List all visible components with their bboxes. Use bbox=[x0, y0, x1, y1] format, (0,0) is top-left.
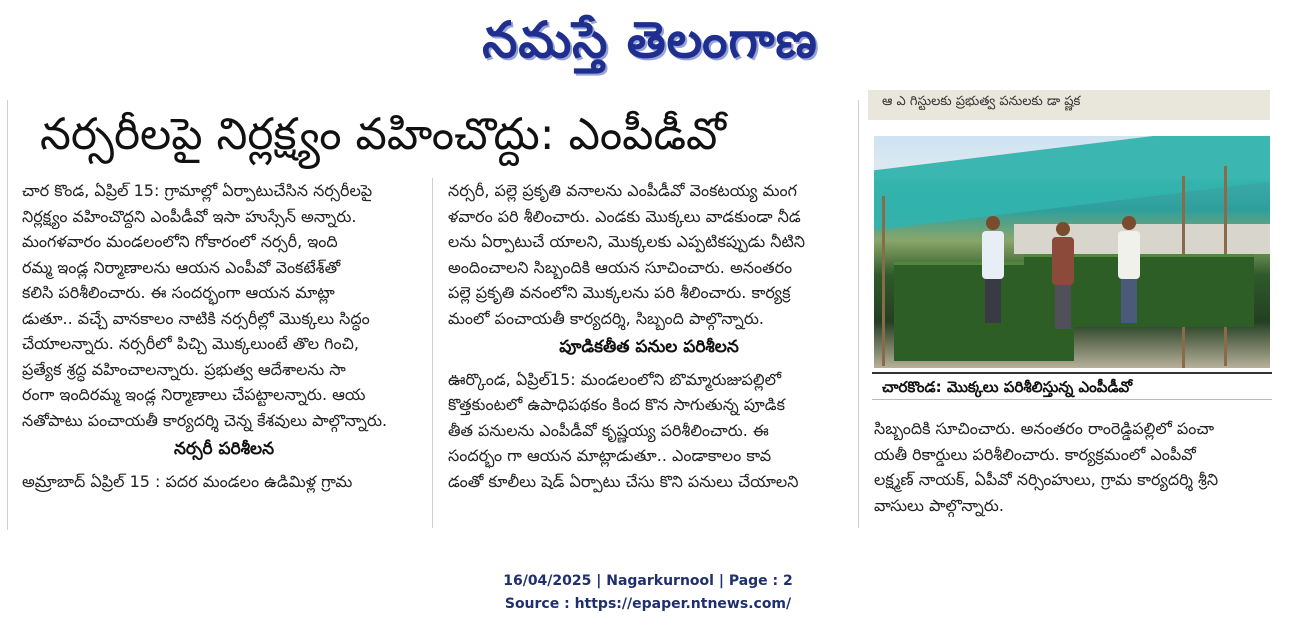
article-column-2 bbox=[448, 178, 850, 494]
text-line: లను ఏర్పాటుచే యాలని, మొక్కలకు ఎప్పటికప్పుడు నీటిని bbox=[448, 232, 806, 251]
text-line: రంగా ఇందిరమ్మ ఇండ్ల నిర్మాణాలు చేపట్టాలన్నారు. ఆయ bbox=[22, 385, 366, 404]
text-line: రమ్మ ఇండ్ల నిర్మాణాలను ఆయన ఎంపీవో వెంకటేశ్‌తో bbox=[22, 257, 341, 277]
text-line: కొత్తకుంటలో ఉపాధిపథకం కింద కొన సాగుతున్న పూడిక bbox=[448, 395, 785, 414]
photo-caption: చారకొండ: మొక్కలు పరిశీలిస్తున్న ఎంపీడీవో bbox=[872, 372, 1272, 400]
text-line: డుతూ.. వచ్చే వానకాలం నాటికి నర్సరీల్లో మొక్కలు సిద్ధం bbox=[22, 308, 370, 328]
text-line: అమ్రాబాద్ ఏప్రిల్ 15 : పదర మండలం ఉడిమిళ్ల గ్రామ bbox=[22, 471, 353, 491]
officer-figure bbox=[982, 216, 1004, 323]
article-column-1 bbox=[22, 178, 426, 494]
text-line: యతీ రికార్డులు పరిశీలించారు. కార్యక్రమంలో ఎంపీవో bbox=[874, 444, 1196, 464]
text-line: మంలో పంచాయతీ కార్యదర్శి, సిబ్బంది పాల్గొన్నారు. bbox=[448, 308, 764, 328]
person-figure bbox=[1118, 216, 1140, 323]
column-divider bbox=[432, 178, 433, 528]
source-link[interactable]: Source : https://epaper.ntnews.com/ bbox=[504, 596, 792, 612]
strip-caption: ఆ ఎ గిస్టులకు ప్రభుత్వ పనులకు డా ష్ణక bbox=[882, 94, 1081, 109]
section-subhead: పూడికతీత పనుల పరిశీలన bbox=[559, 337, 739, 357]
text-line: సందర్భం గా ఆయన మాట్లాడుతూ.. ఎండాకాలం కావ bbox=[448, 446, 772, 465]
text-line: చార కొండ, ఏప్రిల్ 15: గ్రామాల్లో ఏర్పాటుచేసిన నర్సరీలపై bbox=[22, 181, 373, 200]
person-figure bbox=[1052, 222, 1074, 329]
text-line: సిబ్బందికి సూచించారు. అనంతరం రాంరెడ్డిపల్లిలో పంచా bbox=[874, 419, 1215, 438]
text-line: పల్లె ప్రకృతి వనంలోని మొక్కలను పరి శీలించారు. కార్యక్ర bbox=[448, 283, 791, 302]
article-headline: నర్సరీలపై నిర్లక్ష్యం వహించొద్దు: ఎంపీడీవో bbox=[40, 109, 726, 160]
text-line: నిర్లక్ష్యం వహించొద్దని ఎంపీడీవో ఇసా హుస్సేన్ అన్నారు. bbox=[22, 206, 357, 226]
text-line: అందించాలని సిబ్బందికి ఆయన సూచించారు. అనంతరం bbox=[448, 257, 793, 277]
section-subhead: నర్సరీ పరిశీలన bbox=[173, 439, 275, 459]
text-line: నర్సరీ, పల్లె ప్రకృతి వనాలను ఎంపీడీవో వెంకటయ్య మంగ bbox=[448, 181, 797, 200]
text-line: వాసులు పాల్గొన్నారు. bbox=[874, 495, 1004, 515]
text-line: ళవారం పరి శీలించారు. ఎండకు మొక్కలు వాడకుండా నీడ bbox=[448, 206, 801, 226]
text-line: చేయాలన్నారు. నర్సరీలో పిచ్చి మొక్కలుంటే తొల గించి, bbox=[22, 334, 359, 353]
previous-photo-strip bbox=[868, 90, 1270, 120]
text-line: నతోపాటు పంచాయతీ కార్యదర్శి చెన్న కేశవులు పాల్గొన్నారు. bbox=[22, 410, 388, 430]
text-line: డంతో కూలీలు షెడ్ ఏర్పాటు చేసు కొని పనులు చేయాలని bbox=[448, 471, 799, 491]
shade-net bbox=[874, 136, 1270, 230]
nursery-photo bbox=[874, 136, 1270, 368]
text-line: ఊర్కొండ, ఏప్రిల్15: మండలంలోని బొమ్మారుజుపల్లిలో bbox=[448, 369, 782, 389]
article-column-3 bbox=[874, 416, 1274, 518]
column-divider bbox=[7, 100, 8, 530]
text-line: మంగళవారం మండలంలోని గోకారంలో నర్సరీ, ఇంది bbox=[22, 232, 338, 251]
page-info: 16/04/2025 | Nagarkurnool | Page : 2 bbox=[503, 573, 793, 589]
newspaper-masthead: నమస్తే తెలంగాణ bbox=[482, 11, 818, 69]
text-line: లక్ష్మణ్ నాయక్, ఏపీవో నర్సింహులు, గ్రామ కార్యదర్శి శ్రీని bbox=[874, 470, 1219, 489]
text-line: కలిసి పరిశీలించారు. ఈ సందర్భంగా ఆయన మాట్లా bbox=[22, 283, 335, 302]
shade-pole bbox=[882, 196, 885, 366]
text-line: తీత పనులను ఎంపీడీవో కృష్ణయ్య పరిశీలించారు. ఈ bbox=[448, 420, 769, 440]
text-line: ప్రత్యేక శ్రద్ధ వహించాలన్నారు. ప్రభుత్వ ఆదేశాలను సా bbox=[22, 359, 346, 379]
